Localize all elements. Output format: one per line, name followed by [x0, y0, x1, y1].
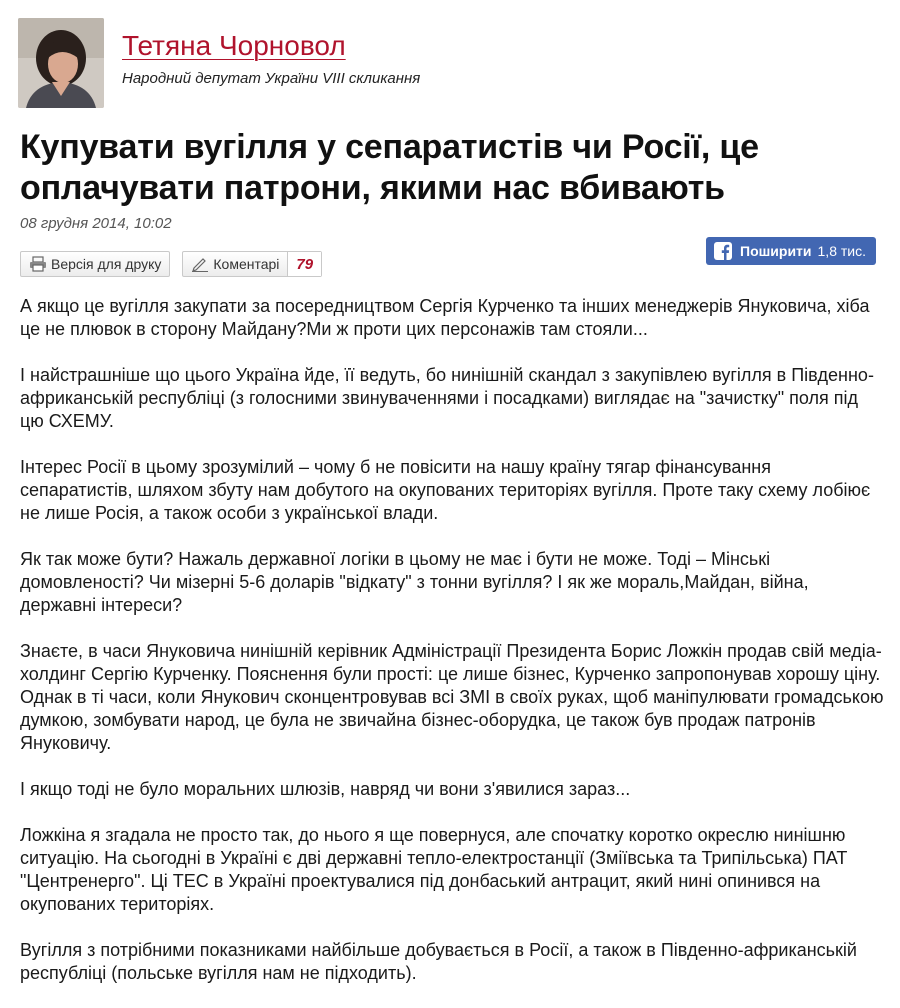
- publish-date: 08 грудня 2014, 10:02: [20, 215, 172, 232]
- comments-label: Коментарі: [213, 256, 280, 272]
- printer-icon: [29, 256, 47, 272]
- article-paragraph: Вугілля з потрібними показниками найбільше добувається в Росії, а також в Південно-африканській республіці (польське вугілля нам не підходить).: [20, 940, 857, 983]
- article-body: [20, 295, 885, 1008]
- author-name-link[interactable]: Тетяна Чорновол: [122, 30, 346, 61]
- article-toolbar: [20, 251, 322, 277]
- comments-button[interactable]: [182, 251, 322, 277]
- print-version-label: Версія для друку: [51, 256, 162, 272]
- share-count: 1,8 тис.: [817, 243, 866, 259]
- article-paragraph: Ложкіна я згадала не просто так, до нього я ще повернуся, але спочатку коротко окреслю нинішню ситуацію. На сьогодні в Україні є дві державні тепло-електростанції (Зміївська та Трипільська) ПАТ "Центренерго". Ці ТЕС в Україні проектувалися під донбаський антрацит, який нині опинився на окупованих територіях.: [20, 825, 848, 914]
- article-paragraph: Як так може бути? Нажаль державної логіки в цьому не має і бути не може. Тоді – Мінські домовленості? Чи мізерні 5-6 доларів "відкату" з тонни вугілля? І як же мораль,Майдан, війна, державні інтереси?: [20, 549, 809, 615]
- article-paragraph: А якщо це вугілля закупати за посередництвом Сергія Курченко та інших менеджерів Януковича, хіба це не плювок в сторону Майдану?Ми ж проти цих персонажів там стояли...: [20, 296, 870, 339]
- article-headline: Купувати вугілля у сепаратистів чи Росії, це оплачувати патрони, якими нас вбивають: [20, 128, 759, 207]
- article-paragraph: Інтерес Росії в цьому зрозумілий – чому б не повісити на нашу країну тягар фінансування сепаратистів, шляхом збуту нам добутого на окупованих територіях вугілля. Проте таку схему лобіює не лише Росія, а також особи з української влади.: [20, 457, 871, 523]
- share-label: Поширити: [740, 243, 812, 259]
- comments-count: 79: [287, 252, 321, 276]
- article-paragraph: І якщо тоді не було моральних шлюзів, навряд чи вони з'явилися зараз...: [20, 779, 631, 799]
- facebook-icon: [714, 242, 732, 260]
- print-version-button[interactable]: [20, 251, 170, 277]
- article-paragraph: І найстрашніше що цього Україна йде, її ведуть, бо нинішній скандал з закупівлею вугілля в Південно-африканській республіці (з голосними звинуваченнями і посадками) виглядає на "зачистку" поля під цю СХЕМУ.: [20, 365, 874, 431]
- author-photo-icon: [18, 18, 104, 108]
- article-paragraph: Знаєте, в часи Януковича нинішній керівник Адміністрації Президента Борис Ложкін продав свій медіа-холдинг Сергію Курченку. Пояснення були прості: це лише бізнес, Курченко запропонував хорошу ціну. Однак в ті часи, коли Янукович сконцентровував всі ЗМІ в своїх руках, щоб маніпулювати громадською думкою, зомбувати народ, це була не звичайна бізнес-оборудка, це також був продаж патронів Януковичу.: [20, 641, 884, 753]
- facebook-share-button[interactable]: [706, 237, 876, 265]
- author-avatar[interactable]: [18, 18, 104, 108]
- author-block: [18, 18, 420, 108]
- author-role: Народний депутат України VIII скликання: [122, 70, 421, 87]
- pencil-icon: [191, 256, 209, 272]
